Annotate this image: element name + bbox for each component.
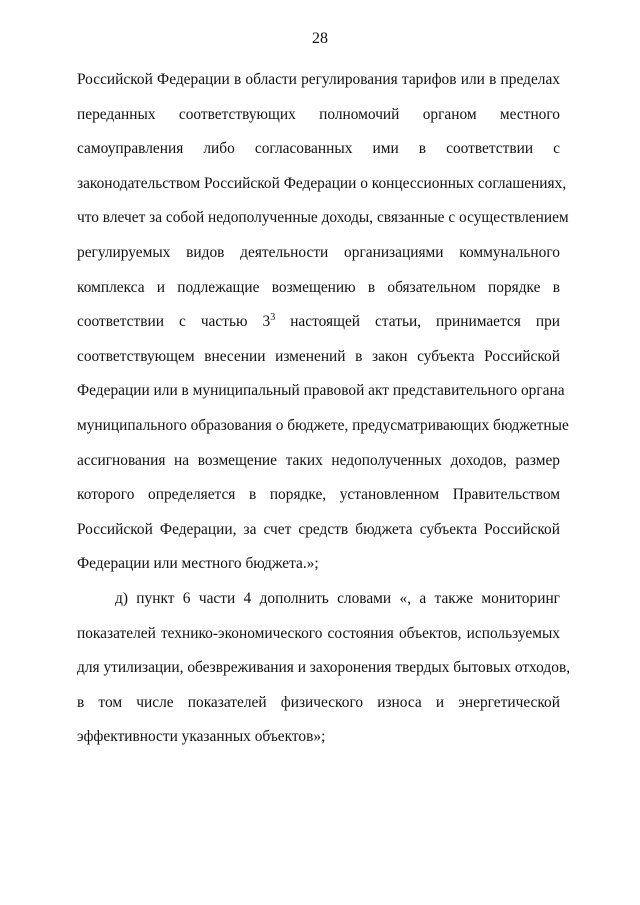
text-line: показателей технико-экономического состояния объектов, используемых: [77, 624, 560, 642]
text-line: в том числе показателей физического износа и энергетической: [77, 693, 560, 711]
text-line: комплекса и подлежащие возмещению в обязательном порядке в: [77, 278, 560, 296]
text-line: Российской Федерации, за счет средств бюджета субъекта Российской: [77, 520, 560, 538]
text-line: эффективности указанных объектов»;: [77, 728, 326, 746]
text-line-tail: настоящей статьи, принимается при: [275, 313, 560, 331]
page-number: 28: [312, 30, 328, 47]
text-line: Российской Федерации в области регулирования тарифов или в пределах: [77, 71, 560, 88]
text-line: муниципального образования о бюджете, предусматривающих бюджетные: [77, 416, 569, 434]
paragraph-1: [77, 63, 569, 582]
text-line: самоуправления либо согласованных ими в соответствии с: [77, 140, 560, 158]
text-line-start: соответствии с частью 3: [77, 313, 271, 331]
text-line: ассигнования на возмещение таких недополученных доходов, размер: [77, 451, 560, 469]
paragraph-2: [77, 582, 571, 755]
text-line: д) пункт 6 части 4 дополнить словами «, а также мониторинг: [115, 590, 560, 607]
text-line: что влечет за собой недополученные доходы, связанные с осуществлением: [77, 209, 569, 227]
text-line: соответствующем внесении изменений в закон субъекта Российской: [77, 347, 560, 365]
text-line: для утилизации, обезвреживания и захоронения твердых бытовых отходов,: [77, 659, 571, 677]
text-line: Федерации или в муниципальный правовой акт представительного органа: [77, 382, 565, 400]
text-line: регулируемых видов деятельности организациями коммунального: [77, 243, 560, 261]
text-line: которого определяется в порядке, установленном Правительством: [77, 486, 560, 504]
text-line: законодательством Российской Федерации о концессионных соглашениях,: [77, 174, 567, 192]
superscript: 3: [270, 312, 276, 324]
text-line: переданных соответствующих полномочий органом местного: [77, 105, 560, 123]
text-line: Федерации или местного бюджета.»;: [77, 555, 319, 573]
text-line-with-superscript: [77, 305, 560, 340]
